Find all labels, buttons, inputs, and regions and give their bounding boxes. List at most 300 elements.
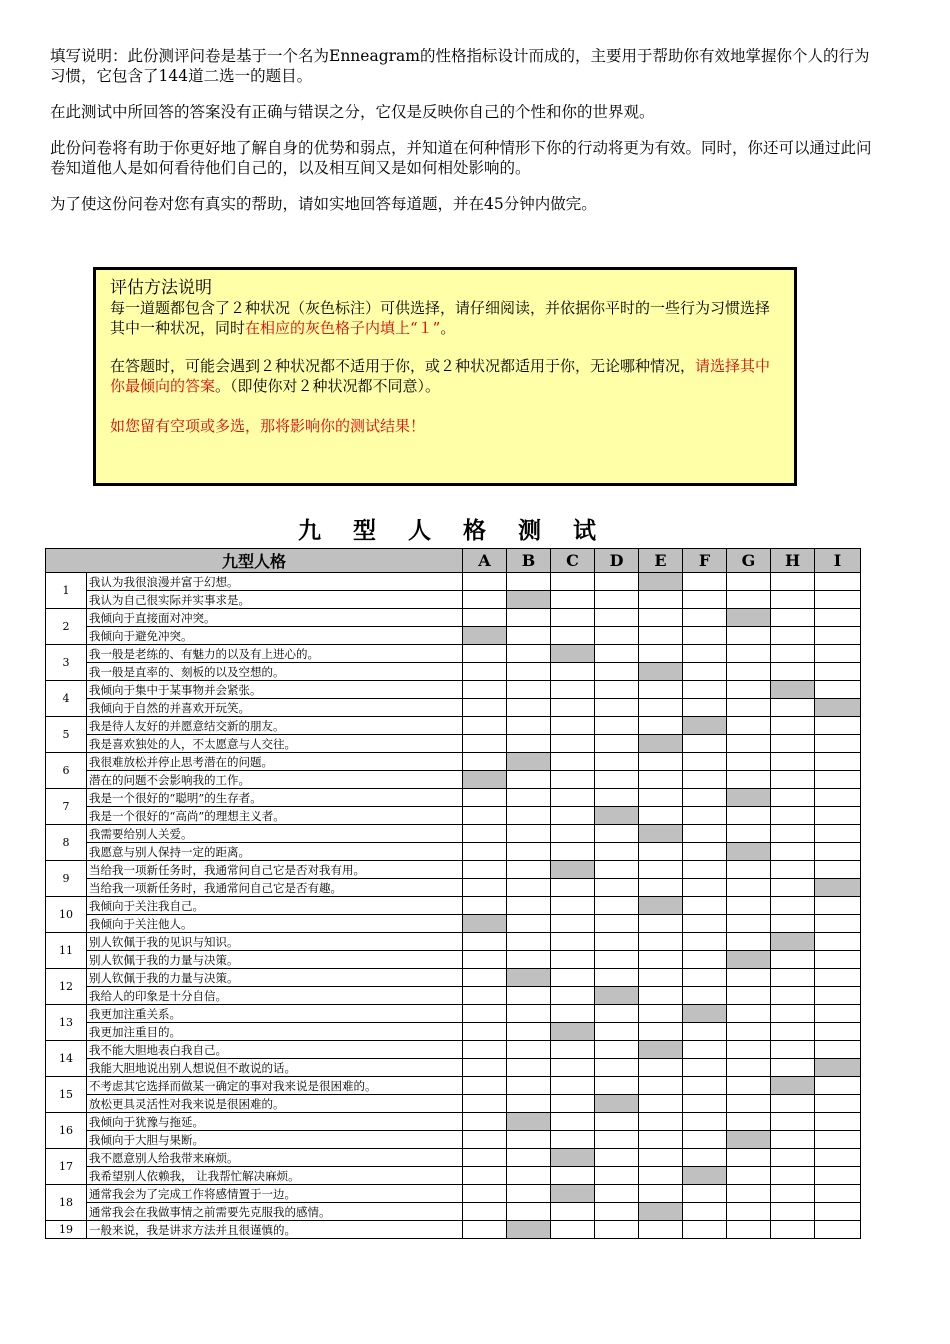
empty-cell: [771, 1059, 815, 1077]
column-header: I: [815, 549, 861, 573]
empty-cell: [551, 1203, 595, 1221]
empty-cell: [551, 1113, 595, 1131]
table-row: [46, 771, 861, 789]
empty-cell: [727, 591, 771, 609]
empty-cell: [727, 879, 771, 897]
empty-cell: [595, 1005, 639, 1023]
empty-cell: [771, 951, 815, 969]
empty-cell: [727, 1167, 771, 1185]
empty-cell: [507, 609, 551, 627]
empty-cell: [639, 1131, 683, 1149]
empty-cell: [463, 573, 507, 591]
empty-cell: [551, 1131, 595, 1149]
answer-cell[interactable]: [507, 753, 551, 771]
empty-cell: [507, 1041, 551, 1059]
empty-cell: [463, 1221, 507, 1239]
table-row: [46, 825, 861, 843]
empty-cell: [551, 987, 595, 1005]
empty-cell: [507, 645, 551, 663]
empty-cell: [683, 663, 727, 681]
empty-cell: [507, 1059, 551, 1077]
answer-cell[interactable]: [815, 1059, 861, 1077]
empty-cell: [771, 1113, 815, 1131]
question-number: 19: [46, 1221, 87, 1239]
answer-cell[interactable]: [551, 1023, 595, 1041]
empty-cell: [595, 1131, 639, 1149]
empty-cell: [683, 861, 727, 879]
empty-cell: [507, 1185, 551, 1203]
empty-cell: [507, 879, 551, 897]
answer-cell[interactable]: [463, 771, 507, 789]
empty-cell: [815, 825, 861, 843]
question-number: 11: [46, 933, 87, 969]
answer-cell[interactable]: [683, 1167, 727, 1185]
statement-text: 我认为我很浪漫并富于幻想。: [87, 573, 463, 591]
empty-cell: [551, 1005, 595, 1023]
table-row: [46, 717, 861, 735]
answer-cell[interactable]: [595, 1095, 639, 1113]
empty-cell: [463, 591, 507, 609]
table-row: [46, 1023, 861, 1041]
answer-cell[interactable]: [639, 735, 683, 753]
empty-cell: [639, 609, 683, 627]
empty-cell: [815, 645, 861, 663]
statement-text: 我是待人友好的并愿意结交新的朋友。: [87, 717, 463, 735]
empty-cell: [639, 1077, 683, 1095]
empty-cell: [639, 969, 683, 987]
empty-cell: [595, 609, 639, 627]
answer-cell[interactable]: [639, 897, 683, 915]
question-number: 16: [46, 1113, 87, 1149]
answer-cell[interactable]: [595, 807, 639, 825]
statement-text: 别人钦佩于我的力量与决策。: [87, 951, 463, 969]
empty-cell: [683, 1221, 727, 1239]
answer-cell[interactable]: [771, 1077, 815, 1095]
empty-cell: [683, 1095, 727, 1113]
empty-cell: [727, 681, 771, 699]
empty-cell: [639, 879, 683, 897]
table-row: [46, 663, 861, 681]
empty-cell: [639, 1005, 683, 1023]
empty-cell: [463, 681, 507, 699]
answer-cell[interactable]: [551, 645, 595, 663]
empty-cell: [551, 753, 595, 771]
empty-cell: [551, 915, 595, 933]
empty-cell: [463, 1005, 507, 1023]
empty-cell: [639, 1149, 683, 1167]
column-header: H: [771, 549, 815, 573]
answer-cell[interactable]: [507, 1113, 551, 1131]
empty-cell: [771, 879, 815, 897]
empty-cell: [683, 969, 727, 987]
empty-cell: [815, 627, 861, 645]
statement-text: 我倾向于直接面对冲突。: [87, 609, 463, 627]
question-number: 1: [46, 573, 87, 609]
empty-cell: [815, 753, 861, 771]
question-number: 15: [46, 1077, 87, 1113]
answer-cell[interactable]: [639, 573, 683, 591]
empty-cell: [507, 735, 551, 753]
empty-cell: [815, 1131, 861, 1149]
header-type-label: 九型人格: [46, 549, 463, 573]
answer-cell[interactable]: [727, 951, 771, 969]
empty-cell: [463, 1185, 507, 1203]
empty-cell: [507, 933, 551, 951]
column-header: B: [507, 549, 551, 573]
empty-cell: [771, 573, 815, 591]
empty-cell: [463, 735, 507, 753]
empty-cell: [815, 1095, 861, 1113]
empty-cell: [507, 915, 551, 933]
empty-cell: [595, 1113, 639, 1131]
table-row: [46, 1167, 861, 1185]
empty-cell: [727, 627, 771, 645]
empty-cell: [595, 771, 639, 789]
evaluation-method-box: [93, 267, 797, 486]
instruction-paragraph: 此份问卷将有助于你更好地了解自身的优势和弱点，并知道在何种情形下你的行动将更为有效。同时，你还可以通过此问卷知道他人是如何看待他们自己的，以及相互间又是如何相处影响的。: [50, 139, 872, 177]
answer-cell[interactable]: [551, 1185, 595, 1203]
statement-text: 我倾向于关注我自己。: [87, 897, 463, 915]
answer-cell[interactable]: [683, 717, 727, 735]
empty-cell: [595, 1077, 639, 1095]
empty-cell: [727, 915, 771, 933]
answer-cell[interactable]: [507, 1221, 551, 1239]
empty-cell: [639, 789, 683, 807]
question-number: 7: [46, 789, 87, 825]
empty-cell: [507, 843, 551, 861]
empty-cell: [727, 1077, 771, 1095]
table-row: [46, 807, 861, 825]
statement-text: 通常我会在我做事情之前需要先克服我的感情。: [87, 1203, 463, 1221]
empty-cell: [639, 843, 683, 861]
empty-cell: [595, 1149, 639, 1167]
empty-cell: [727, 1041, 771, 1059]
empty-cell: [595, 681, 639, 699]
answer-cell[interactable]: [551, 861, 595, 879]
empty-cell: [595, 789, 639, 807]
empty-cell: [595, 1203, 639, 1221]
empty-cell: [595, 717, 639, 735]
empty-cell: [815, 897, 861, 915]
answer-cell[interactable]: [727, 1131, 771, 1149]
empty-cell: [771, 609, 815, 627]
empty-cell: [595, 699, 639, 717]
empty-cell: [727, 1059, 771, 1077]
empty-cell: [595, 843, 639, 861]
answer-cell[interactable]: [815, 879, 861, 897]
empty-cell: [463, 933, 507, 951]
answer-cell[interactable]: [815, 699, 861, 717]
answer-cell[interactable]: [727, 609, 771, 627]
statement-text: 我一般是老练的、有魅力的以及有上进心的。: [87, 645, 463, 663]
statement-text: 当给我一项新任务时，我通常问自己它是否有趣。: [87, 879, 463, 897]
empty-cell: [507, 1095, 551, 1113]
empty-cell: [595, 645, 639, 663]
empty-cell: [463, 861, 507, 879]
column-header: C: [551, 549, 595, 573]
statement-text: 我倾向于大胆与果断。: [87, 1131, 463, 1149]
empty-cell: [815, 1167, 861, 1185]
empty-cell: [683, 933, 727, 951]
empty-cell: [639, 951, 683, 969]
table-row: [46, 699, 861, 717]
question-number: 13: [46, 1005, 87, 1041]
answer-cell[interactable]: [727, 843, 771, 861]
empty-cell: [507, 663, 551, 681]
empty-cell: [815, 591, 861, 609]
empty-cell: [771, 699, 815, 717]
empty-cell: [551, 789, 595, 807]
empty-cell: [815, 1023, 861, 1041]
table-row: [46, 735, 861, 753]
empty-cell: [639, 1185, 683, 1203]
statement-text: 我倾向于犹豫与拖延。: [87, 1113, 463, 1131]
empty-cell: [727, 969, 771, 987]
empty-cell: [771, 1095, 815, 1113]
empty-cell: [727, 717, 771, 735]
empty-cell: [683, 627, 727, 645]
statement-text: 我愿意与别人保持一定的距离。: [87, 843, 463, 861]
statement-text: 我认为自己很实际并实事求是。: [87, 591, 463, 609]
instructions: [50, 46, 880, 230]
answer-cell[interactable]: [771, 681, 815, 699]
empty-cell: [463, 825, 507, 843]
table-row: [46, 987, 861, 1005]
quiz-table: [45, 548, 861, 1239]
empty-cell: [683, 1185, 727, 1203]
empty-cell: [595, 1023, 639, 1041]
empty-cell: [463, 1077, 507, 1095]
empty-cell: [551, 573, 595, 591]
answer-cell[interactable]: [639, 1203, 683, 1221]
empty-cell: [639, 645, 683, 663]
table-row: [46, 591, 861, 609]
empty-cell: [507, 951, 551, 969]
empty-cell: [507, 699, 551, 717]
empty-cell: [551, 951, 595, 969]
table-row: [46, 861, 861, 879]
empty-cell: [551, 681, 595, 699]
empty-cell: [815, 843, 861, 861]
empty-cell: [771, 789, 815, 807]
answer-cell[interactable]: [771, 933, 815, 951]
statement-text: 我是一个很好的“高尚”的理想主义者。: [87, 807, 463, 825]
question-number: 2: [46, 609, 87, 645]
answer-cell[interactable]: [727, 789, 771, 807]
empty-cell: [507, 1023, 551, 1041]
statement-text: 我希望别人依赖我， 让我帮忙解决麻烦。: [87, 1167, 463, 1185]
empty-cell: [507, 1131, 551, 1149]
empty-cell: [771, 1131, 815, 1149]
empty-cell: [771, 897, 815, 915]
empty-cell: [815, 609, 861, 627]
empty-cell: [815, 717, 861, 735]
method-text: 。: [440, 319, 456, 337]
column-header: D: [595, 549, 639, 573]
instruction-paragraph: 填写说明：此份测评问卷是基于一个名为Enneagram的性格指标设计而成的，主要用于帮助你有效地掌握你个人的行为习惯，它包含了144道二选一的题目。: [50, 47, 870, 85]
empty-cell: [551, 1167, 595, 1185]
empty-cell: [639, 1221, 683, 1239]
empty-cell: [639, 915, 683, 933]
empty-cell: [815, 681, 861, 699]
answer-cell[interactable]: [639, 663, 683, 681]
empty-cell: [463, 1131, 507, 1149]
empty-cell: [463, 1095, 507, 1113]
statement-text: 我更加注重目的。: [87, 1023, 463, 1041]
empty-cell: [815, 735, 861, 753]
empty-cell: [727, 897, 771, 915]
empty-cell: [595, 861, 639, 879]
empty-cell: [551, 771, 595, 789]
statement-text: 我给人的印象是十分自信。: [87, 987, 463, 1005]
table-row: [46, 1185, 861, 1203]
empty-cell: [771, 663, 815, 681]
empty-cell: [815, 1221, 861, 1239]
empty-cell: [595, 1041, 639, 1059]
table-row: [46, 789, 861, 807]
table-row: [46, 951, 861, 969]
empty-cell: [727, 699, 771, 717]
empty-cell: [683, 987, 727, 1005]
empty-cell: [551, 735, 595, 753]
answer-cell[interactable]: [507, 591, 551, 609]
empty-cell: [463, 645, 507, 663]
empty-cell: [727, 753, 771, 771]
empty-cell: [551, 843, 595, 861]
empty-cell: [463, 717, 507, 735]
empty-cell: [815, 1203, 861, 1221]
statement-text: 当给我一项新任务时，我通常问自己它是否对我有用。: [87, 861, 463, 879]
empty-cell: [815, 933, 861, 951]
empty-cell: [507, 861, 551, 879]
statement-text: 通常我会为了完成工作将感情置于一边。: [87, 1185, 463, 1203]
empty-cell: [463, 897, 507, 915]
answer-cell[interactable]: [463, 627, 507, 645]
statement-text: 放松更具灵活性对我来说是很困难的。: [87, 1095, 463, 1113]
empty-cell: [507, 627, 551, 645]
empty-cell: [463, 807, 507, 825]
empty-cell: [595, 897, 639, 915]
empty-cell: [683, 951, 727, 969]
empty-cell: [639, 861, 683, 879]
method-warning: 如您留有空项或多选，那将影响你的测试结果！: [110, 417, 426, 435]
statement-text: 我能大胆地说出别人想说但不敢说的话。: [87, 1059, 463, 1077]
empty-cell: [771, 1005, 815, 1023]
empty-cell: [727, 1221, 771, 1239]
empty-cell: [507, 717, 551, 735]
empty-cell: [815, 789, 861, 807]
empty-cell: [771, 627, 815, 645]
empty-cell: [507, 1005, 551, 1023]
empty-cell: [683, 843, 727, 861]
method-text: 每一道题都包含了２种状况（灰色标注）可供选择，请仔细阅读，并依据你平时的一些行为习惯选择其中一种状况，同时: [110, 299, 771, 337]
empty-cell: [639, 1095, 683, 1113]
empty-cell: [727, 1023, 771, 1041]
table-row: [46, 681, 861, 699]
empty-cell: [771, 753, 815, 771]
empty-cell: [507, 1167, 551, 1185]
answer-cell[interactable]: [639, 1041, 683, 1059]
empty-cell: [727, 1185, 771, 1203]
empty-cell: [727, 861, 771, 879]
empty-cell: [771, 717, 815, 735]
column-header: F: [683, 549, 727, 573]
statement-text: 我很难放松并停止思考潜在的问题。: [87, 753, 463, 771]
empty-cell: [463, 969, 507, 987]
empty-cell: [815, 1005, 861, 1023]
table-row: [46, 1203, 861, 1221]
answer-cell[interactable]: [595, 987, 639, 1005]
empty-cell: [771, 735, 815, 753]
question-number: 10: [46, 897, 87, 933]
empty-cell: [639, 627, 683, 645]
empty-cell: [771, 861, 815, 879]
empty-cell: [771, 825, 815, 843]
table-row: [46, 645, 861, 663]
empty-cell: [683, 1203, 727, 1221]
empty-cell: [683, 825, 727, 843]
table-row: [46, 897, 861, 915]
question-number: 17: [46, 1149, 87, 1185]
answer-cell[interactable]: [551, 1149, 595, 1167]
answer-cell[interactable]: [639, 825, 683, 843]
empty-cell: [727, 1149, 771, 1167]
table-row: [46, 969, 861, 987]
empty-cell: [639, 717, 683, 735]
table-row: [46, 933, 861, 951]
table-row: [46, 753, 861, 771]
empty-cell: [463, 1023, 507, 1041]
empty-cell: [551, 879, 595, 897]
empty-cell: [815, 951, 861, 969]
empty-cell: [771, 843, 815, 861]
empty-cell: [771, 771, 815, 789]
empty-cell: [507, 1077, 551, 1095]
empty-cell: [639, 591, 683, 609]
empty-cell: [815, 807, 861, 825]
empty-cell: [595, 1185, 639, 1203]
empty-cell: [639, 699, 683, 717]
empty-cell: [595, 591, 639, 609]
empty-cell: [551, 627, 595, 645]
method-paragraph-2: [110, 356, 780, 396]
empty-cell: [815, 1149, 861, 1167]
empty-cell: [771, 987, 815, 1005]
empty-cell: [771, 969, 815, 987]
empty-cell: [463, 1149, 507, 1167]
empty-cell: [771, 1149, 815, 1167]
table-row: [46, 1005, 861, 1023]
statement-text: 我倾向于自然的并喜欢开玩笑。: [87, 699, 463, 717]
empty-cell: [595, 627, 639, 645]
empty-cell: [463, 609, 507, 627]
empty-cell: [463, 663, 507, 681]
answer-cell[interactable]: [463, 915, 507, 933]
empty-cell: [727, 1113, 771, 1131]
empty-cell: [683, 915, 727, 933]
empty-cell: [551, 1221, 595, 1239]
empty-cell: [595, 663, 639, 681]
empty-cell: [815, 663, 861, 681]
empty-cell: [463, 951, 507, 969]
answer-cell[interactable]: [507, 969, 551, 987]
empty-cell: [507, 573, 551, 591]
column-header: G: [727, 549, 771, 573]
empty-cell: [463, 879, 507, 897]
method-highlight: 在相应的灰色格子内填上“１”: [245, 319, 441, 337]
empty-cell: [507, 807, 551, 825]
answer-cell[interactable]: [683, 1005, 727, 1023]
